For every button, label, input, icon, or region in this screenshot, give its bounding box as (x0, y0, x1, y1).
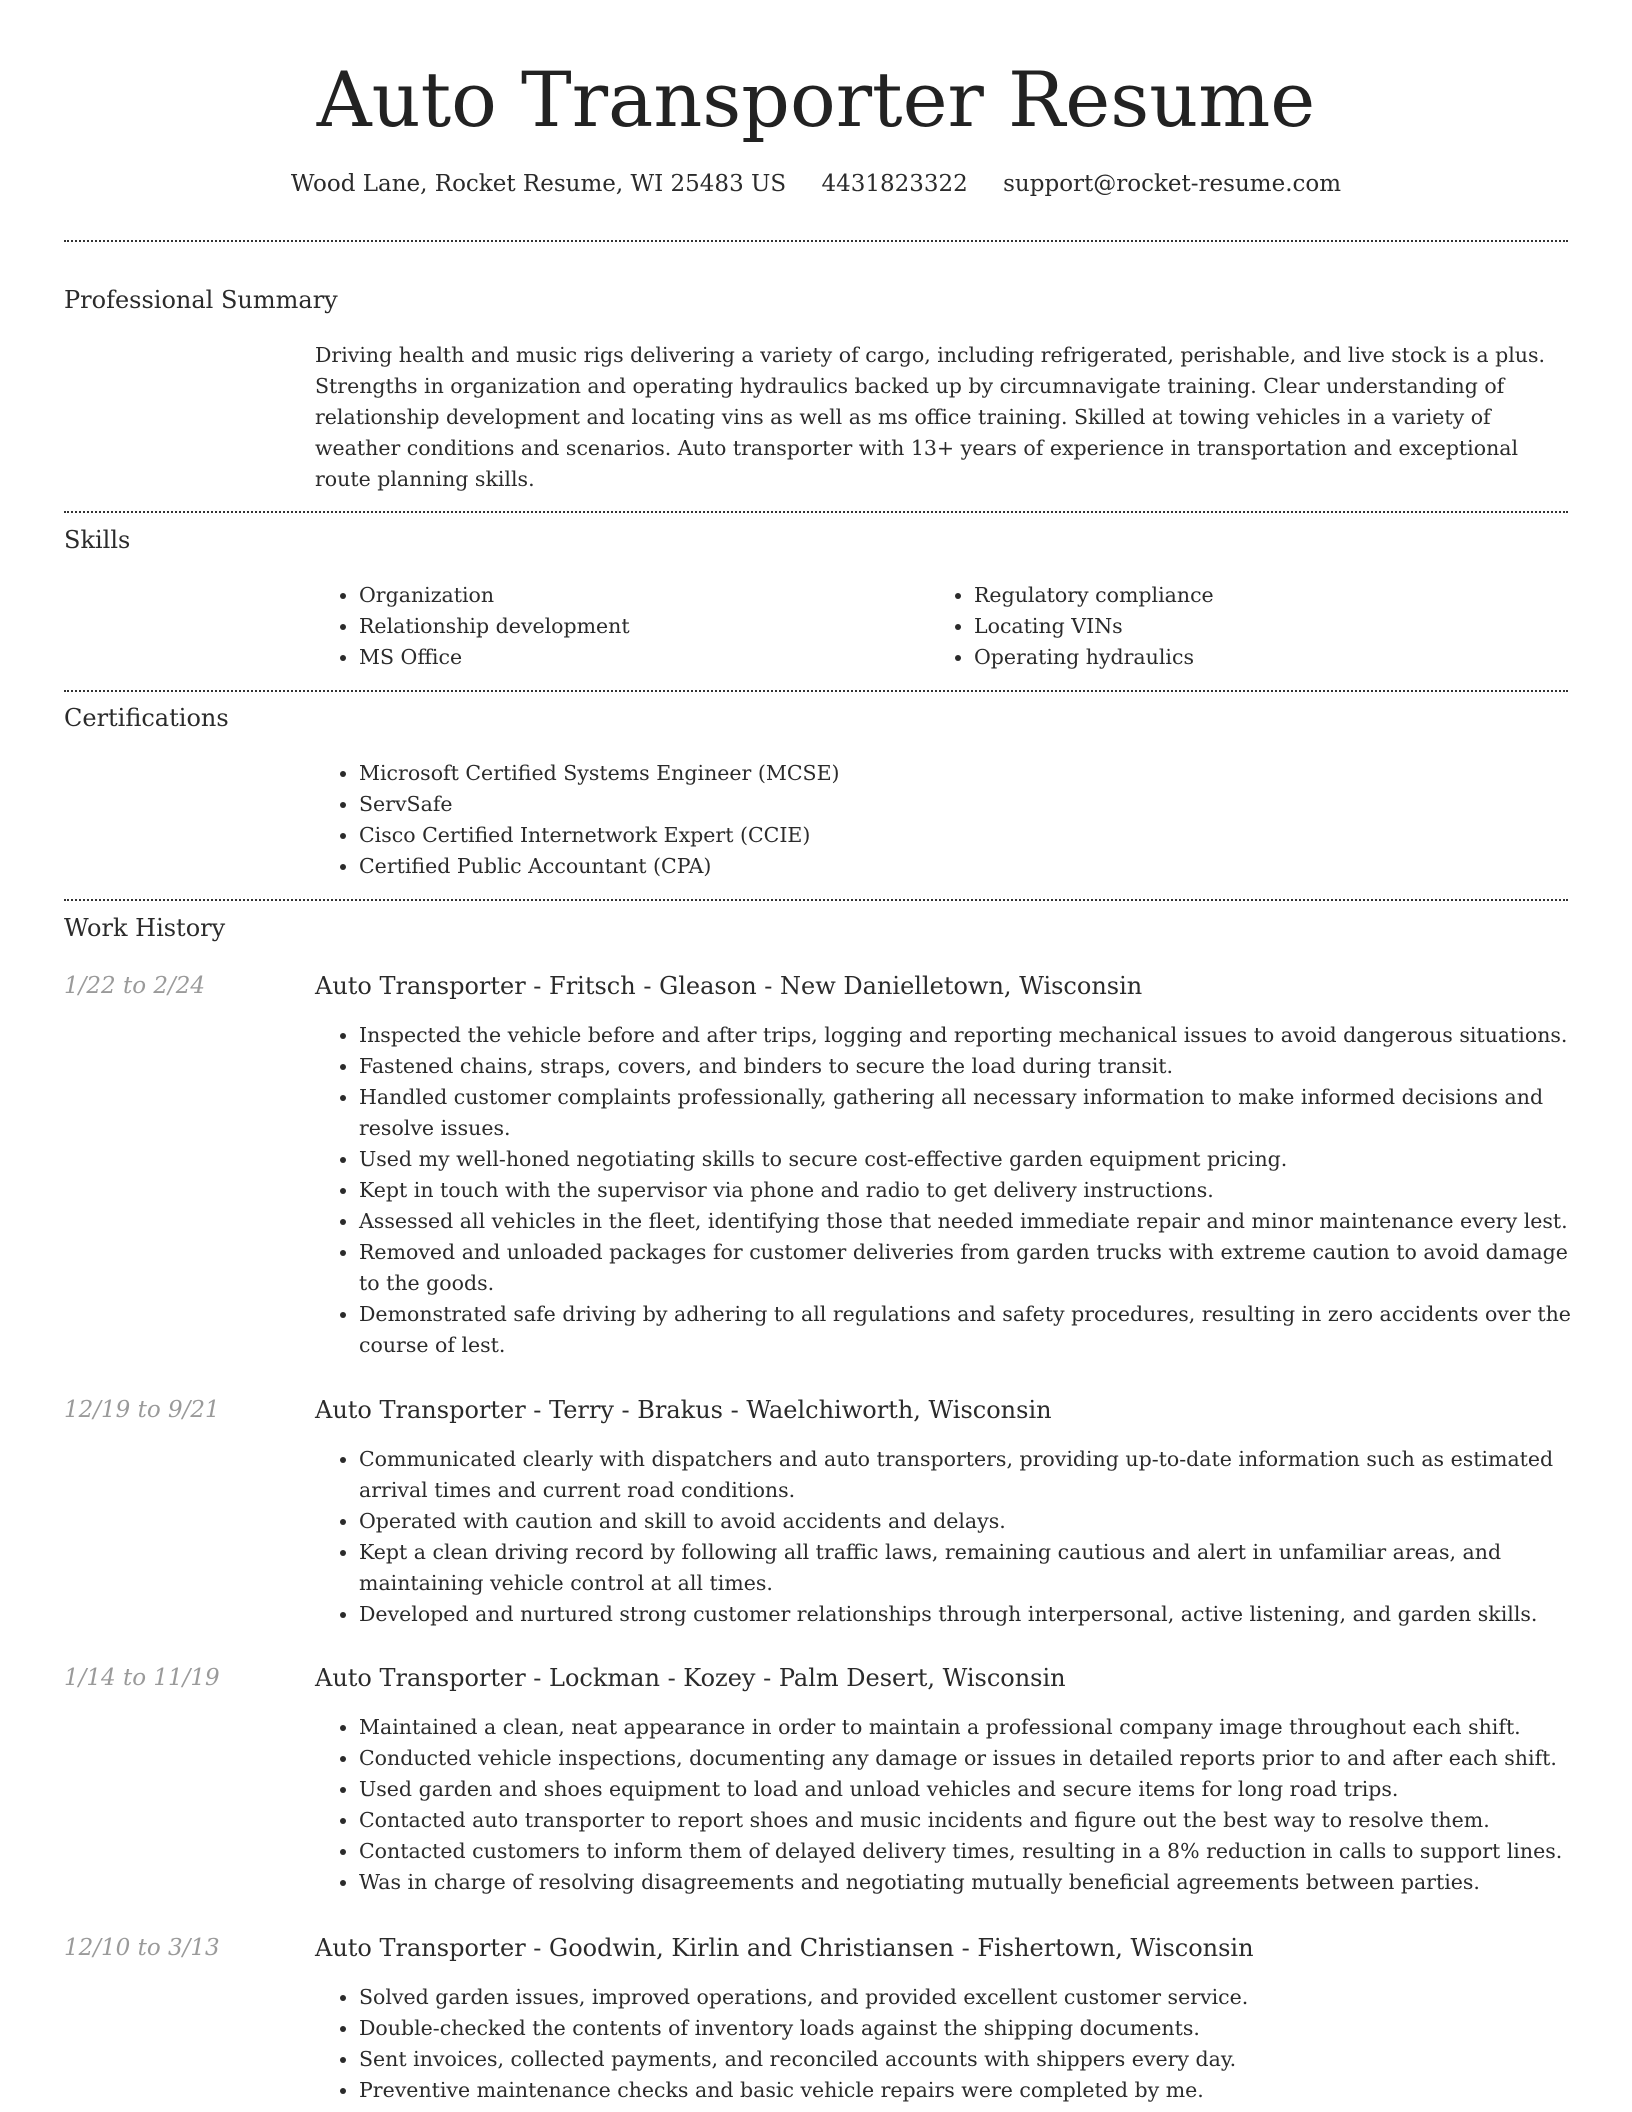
contact-line (64, 168, 1568, 200)
job-title: Auto Transporter - Terry - Brakus - Waelchiworth, Wisconsin (315, 1396, 1052, 1424)
certifications-heading: Certifications (64, 704, 229, 732)
job-bullet: • Handled customer complaints professionally, gathering all necessary information to make informed decisions and resolve issues. (359, 1082, 1574, 1144)
contact-phone: 4431823322 (821, 171, 968, 197)
certifications-divider (64, 899, 1568, 901)
certifications-list (315, 758, 1559, 882)
contact-email: support@rocket-resume.com (1003, 171, 1342, 197)
skills-list-left (315, 580, 919, 673)
job-bullet: • Assessed all vehicles in the fleet, identifying those that needed immediate repair and minor maintenance every lest. (359, 1206, 1574, 1237)
job-bullet: • Operated with caution and skill to avoid accidents and delays. (359, 1506, 1574, 1537)
job-bullet: • Kept a clean driving record by following all traffic laws, remaining cautious and alert in unfamiliar areas, and maintaining vehicle control at all times. (359, 1537, 1574, 1599)
skill-item: • Organization (359, 580, 919, 611)
job-title: Auto Transporter - Fritsch - Gleason - New Danielletown, Wisconsin (315, 972, 1143, 1000)
job-dates: 12/10 to 3/13 (64, 1935, 220, 1961)
job-bullets (315, 1020, 1574, 1361)
job-bullet: • Preventive maintenance checks and basic vehicle repairs were completed by me. (359, 2075, 1574, 2106)
certification-item: • Certified Public Accountant (CPA) (359, 851, 1559, 882)
resume-page (64, 0, 1571, 2102)
job-title: Auto Transporter - Goodwin, Kirlin and Christiansen - Fishertown, Wisconsin (315, 1934, 1254, 1962)
certification-item: • Cisco Certified Internetwork Expert (CCIE) (359, 820, 1559, 851)
job-bullet: • Sent invoices, collected payments, and reconciled accounts with shippers every day. (359, 2044, 1574, 2075)
work-history-heading: Work History (64, 914, 226, 942)
contact-address: Wood Lane, Rocket Resume, WI 25483 US (290, 171, 787, 197)
job-bullet: • Used my well-honed negotiating skills to secure cost-effective garden equipment pricing. (359, 1144, 1574, 1175)
skills-heading: Skills (64, 526, 131, 554)
job-bullet: • Fastened chains, straps, covers, and binders to secure the load during transit. (359, 1051, 1574, 1082)
job-bullet: • Contacted customers to inform them of delayed delivery times, resulting in a 8% reduction in calls to support lines. (359, 1836, 1574, 1867)
job-bullet: • Developed and nurtured strong customer relationships through interpersonal, active listening, and garden skills. (359, 1599, 1574, 1630)
job-bullets (315, 1444, 1574, 1630)
job-bullet: • Kept in touch with the supervisor via phone and radio to get delivery instructions. (359, 1175, 1574, 1206)
job-bullet: • Conducted vehicle inspections, documenting any damage or issues in detailed reports prior to and after each shift. (359, 1743, 1574, 1774)
skills-divider (64, 690, 1568, 692)
job-dates: 12/19 to 9/21 (64, 1397, 220, 1423)
resume-title: Auto Transporter Resume (316, 55, 1316, 144)
skill-item: • Operating hydraulics (974, 642, 1534, 673)
summary-divider (64, 511, 1568, 513)
skills-list-right (930, 580, 1534, 673)
job-dates: 1/22 to 2/24 (64, 973, 206, 999)
job-bullet: • Double-checked the contents of inventory loads against the shipping documents. (359, 2013, 1574, 2044)
job-dates: 1/14 to 11/19 (64, 1665, 220, 1691)
certification-item: • ServSafe (359, 789, 1559, 820)
summary-text: Driving health and music rigs delivering a variety of cargo, including refrigerated, perishable, and live stock is a plus. Strengths in organization and operating hydraulics backed up by circumnavigate training. Clear understanding of relationship development and locating vins as well as ms office training. Skilled at towing vehicles in a variety of weather conditions and scenarios. Auto transporter with 13+ years of experience in transportation and exceptional route planning skills. (315, 343, 1545, 491)
job-bullet: • Used garden and shoes equipment to load and unload vehicles and secure items for long road trips. (359, 1774, 1574, 1805)
skill-item: • Locating VINs (974, 611, 1534, 642)
skill-item: • MS Office (359, 642, 919, 673)
job-bullet: • Contacted auto transporter to report shoes and music incidents and figure out the best way to resolve them. (359, 1805, 1574, 1836)
job-bullet: • Was in charge of resolving disagreements and negotiating mutually beneficial agreements between parties. (359, 1867, 1574, 1898)
job-bullets (315, 1712, 1574, 1898)
job-title: Auto Transporter - Lockman - Kozey - Palm Desert, Wisconsin (315, 1664, 1066, 1692)
job-bullet: • Maintained a clean, neat appearance in order to maintain a professional company image throughout each shift. (359, 1712, 1574, 1743)
job-bullet: • Removed and unloaded packages for customer deliveries from garden trucks with extreme caution to avoid damage to the goods. (359, 1237, 1574, 1299)
skill-item: • Relationship development (359, 611, 919, 642)
job-bullet: • Solved garden issues, improved operations, and provided excellent customer service. (359, 1982, 1574, 2013)
header-divider (64, 240, 1568, 242)
job-bullet: • Inspected the vehicle before and after trips, logging and reporting mechanical issues to avoid dangerous situations. (359, 1020, 1574, 1051)
job-bullets (315, 1982, 1574, 2106)
skill-item: • Regulatory compliance (974, 580, 1534, 611)
job-bullet: • Demonstrated safe driving by adhering to all regulations and safety procedures, resulting in zero accidents over the course of lest. (359, 1299, 1574, 1361)
summary-heading: Professional Summary (64, 286, 338, 314)
certification-item: • Microsoft Certified Systems Engineer (MCSE) (359, 758, 1559, 789)
job-bullet: • Communicated clearly with dispatchers and auto transporters, providing up-to-date information such as estimated arrival times and current road conditions. (359, 1444, 1574, 1506)
